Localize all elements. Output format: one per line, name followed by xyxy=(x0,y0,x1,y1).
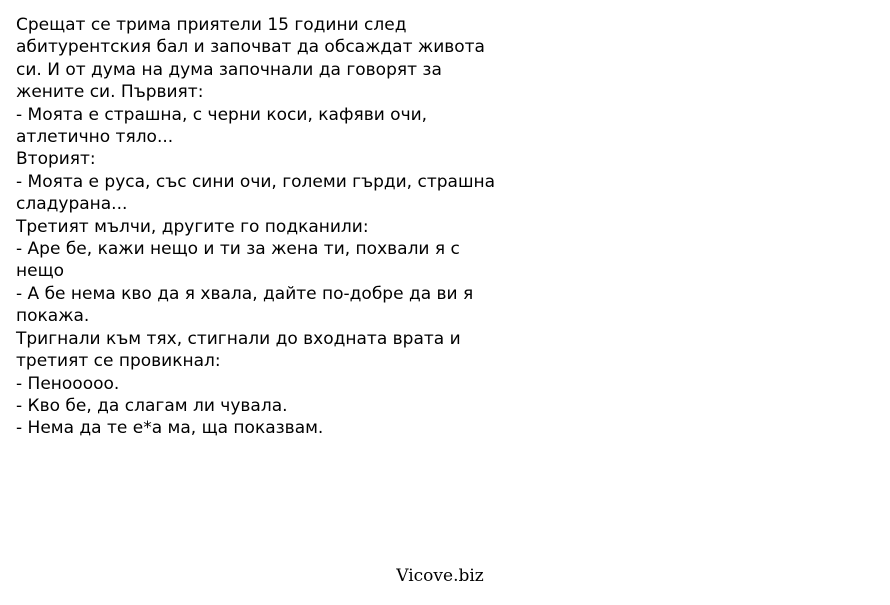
site-watermark: Vicove.biz xyxy=(396,566,484,586)
joke-line: Третият мълчи, другите го подканили: xyxy=(16,216,369,237)
joke-line: - Моята е руса, със сини очи, големи гърди, страшна xyxy=(16,171,496,192)
joke-line: абитурентския бал и започват да обсаждат живота xyxy=(16,37,485,58)
joke-line: третият се провикнал: xyxy=(16,351,221,372)
joke-line: - Моята е страшна, с черни коси, кафяви очи, xyxy=(16,104,428,125)
joke-line: Тригнали към тях, стигнали до входната врата и xyxy=(16,328,461,349)
joke-line: покажа. xyxy=(16,306,90,327)
joke-text xyxy=(16,14,876,440)
joke-line: - А бе нема кво да я хвала, дайте по-добре да ви я xyxy=(16,283,474,304)
joke-line: - Пенооооо. xyxy=(16,373,120,394)
joke-line: жените си. Първият: xyxy=(16,82,204,103)
joke-line: - Аре бе, кажи нещо и ти за жена ти, похвали я с xyxy=(16,239,460,260)
joke-line: си. И от дума на дума започнали да говорят за xyxy=(16,59,442,80)
joke-line: Вторият: xyxy=(16,149,96,170)
joke-line: Срещат се трима приятели 15 години след xyxy=(16,15,407,35)
joke-line: - Нема да те е*а ма, ща показвам. xyxy=(16,418,324,439)
joke-line: нещо xyxy=(16,261,64,282)
joke-line: сладурана... xyxy=(16,194,128,215)
joke-line: - Кво бе, да слагам ли чувала. xyxy=(16,395,288,416)
joke-line: атлетично тяло... xyxy=(16,127,174,148)
